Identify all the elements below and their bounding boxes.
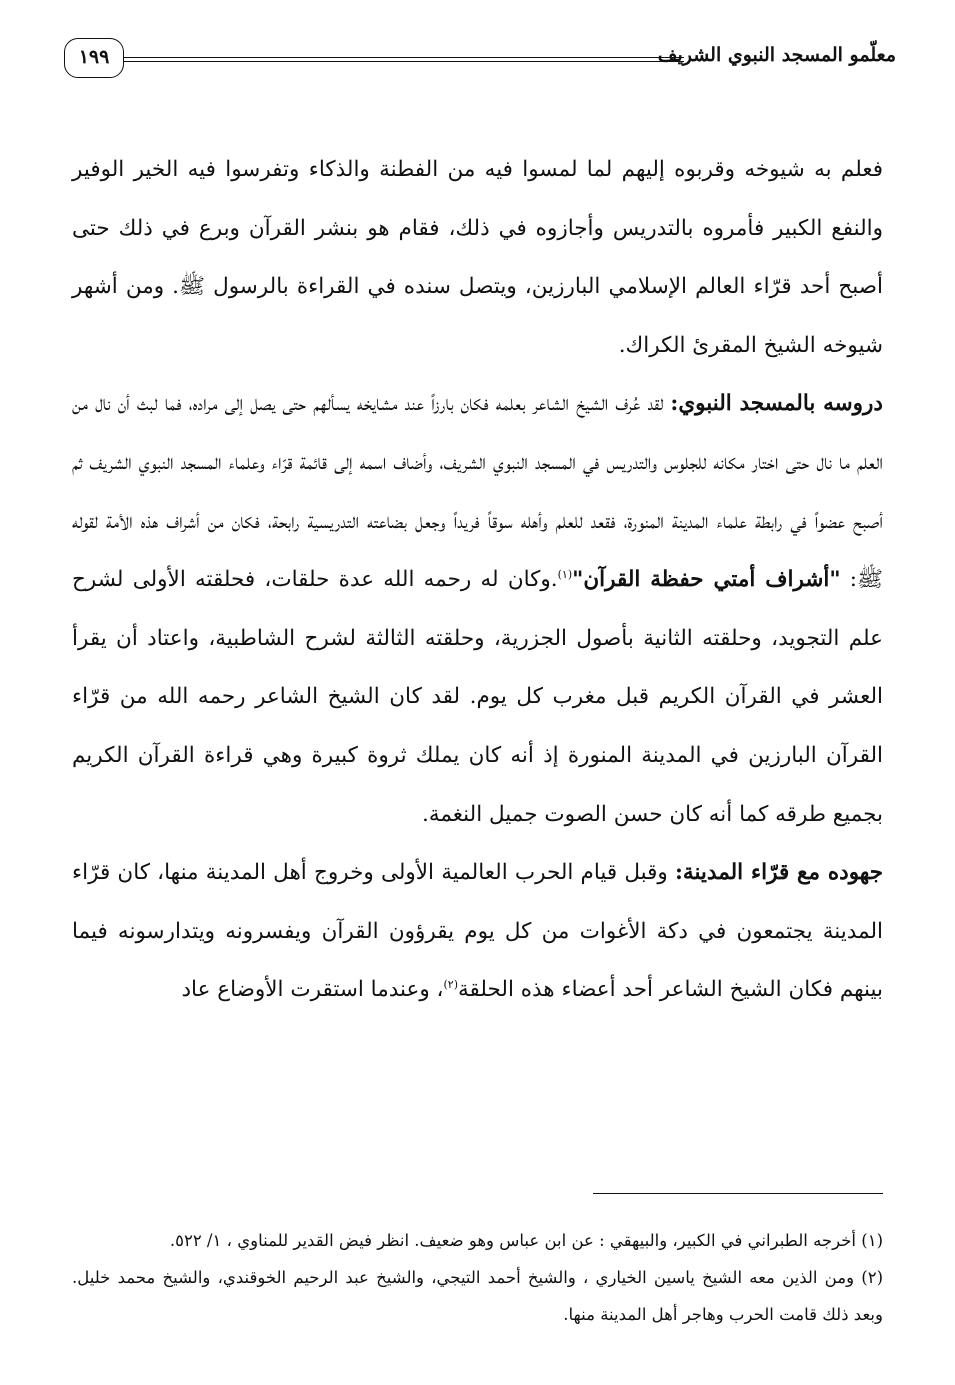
- paragraph-2-text-a: لقد عُرف الشيخ الشاعر بعلمه فكان بارزاً عند مشايخه يسألهم حتى يصل إلى مراده، فما لبث أن نال من العلم ما نال حتى اختار مكانه للجلوس والتدريس في المسجد النبوي الشريف، وأضاف اسمه إلى قائمة قرّاء وعلماء المسجد النبوي الشريف ثم أصبح عضواً في رابطة علماء المدينة المنورة، فقعد للعلم وأهله سوقاً فريداً وجعل بضاعته التدريسية رابحة، فكان من أشراف هذه الأمة لقوله ﷺ:: [72, 391, 883, 593]
- section-heading-lessons: دروسه بالمسجد النبوي:: [670, 391, 883, 417]
- page-number: ١٩٩: [64, 38, 124, 78]
- running-title: معلّمو المسجد النبوي الشريف: [657, 44, 896, 66]
- running-header: [64, 38, 896, 82]
- footnote-ref-1[interactable]: (١): [557, 568, 573, 581]
- paragraph-1: فعلم به شيوخه وقربوه إليهم لما لمسوا فيه من الفطنة والذكاء وتفرسوا فيه الخير الوفير والنفع الكبير فأمروه بالتدريس وأجازوه في ذلك، فقام هو بنشر القرآن وبرع في ذلك حتى أصبح أحد قرّاء العالم الإسلامي البارزين، ويتصل سنده في القراءة بالرسول ﷺ. ومن أشهر شيوخه الشيخ المقرئ الكراك.: [72, 157, 883, 358]
- paragraph-2: [72, 375, 883, 844]
- footnote-ref-2[interactable]: (٢): [443, 978, 458, 992]
- main-text: [72, 141, 883, 1020]
- footnote-1: (١) أخرجه الطبراني في الكبير، والبيهقي : عن ابن عباس وهو ضعيف. انظر فيض القدير للمناوي ، ١/ ٥٢٢.: [169, 1231, 883, 1250]
- paragraph-3-text-a: وقبل قيام الحرب العالمية الأولى وخروج أهل المدينة منها، كان قرّاء المدينة يجتمعون في دكة الأغوات من كل يوم يقرؤون القرآن ويفسرونه ويتدارسونه فيما بينهم فكان الشيخ الشاعر أحد أعضاء هذه الحلقة: [72, 860, 883, 1003]
- footnote-separator: [593, 1193, 883, 1194]
- section-heading-efforts: جهوده مع قرّاء المدينة:: [674, 860, 883, 886]
- paragraph-3: [72, 844, 883, 1020]
- footnotes: [72, 1222, 883, 1333]
- hadith-quote: "أشراف أمتي حفظة القرآن": [572, 567, 841, 593]
- footnote-2: (٢) ومن الذين معه الشيخ ياسين الخياري ، والشيخ أحمد التيجي، والشيخ عبد الرحيم الخوقندي، والشيخ محمد خليل. وبعد ذلك قامت الحرب وهاجر أهل المدينة منها.: [72, 1268, 883, 1324]
- paragraph-3-text-b: ، وعندما استقرت الأوضاع عاد: [181, 977, 444, 1003]
- header-rule: [124, 57, 684, 62]
- paragraph-2-text-b: .وكان له رحمه الله عدة حلقات، فحلقته الأولى لشرح علم التجويد، وحلقته الثانية بأصول الجزرية، وحلقته الثالثة لشرح الشاطبية، واعتاد أن يقرأ العشر في القرآن الكريم قبل مغرب كل يوم. لقد كان الشيخ الشاعر رحمه الله من قرّاء القرآن البارزين في المدينة المنورة إذ أنه كان يملك ثروة كبيرة وهي قراءة القرآن الكريم بجميع طرقه كما أنه كان حسن الصوت جميل النغمة.: [72, 567, 883, 827]
